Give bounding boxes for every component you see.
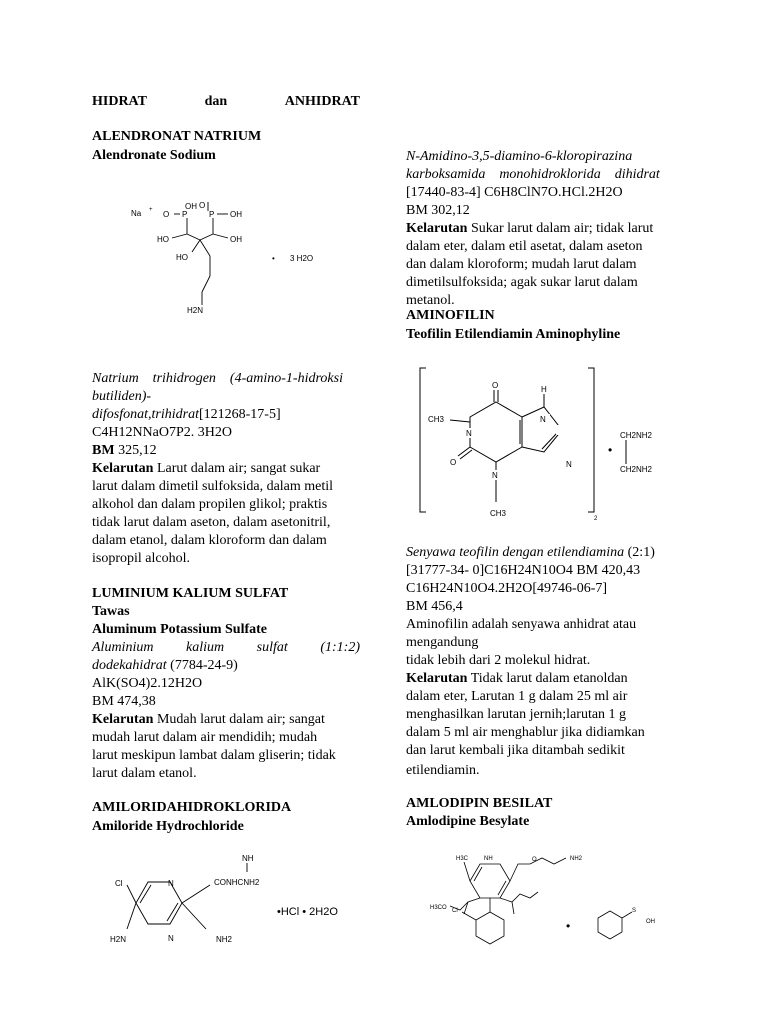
aminofilin-line: dalam eter, Larutan 1 g dalam 25 ml air <box>406 689 628 704</box>
atom-label: CH2NH2 <box>620 431 653 440</box>
atom-label: NH2 <box>216 935 233 944</box>
amilorida-subtitle: Amiloride Hydrochloride <box>92 819 244 834</box>
aminofilin-line <box>406 544 655 562</box>
atom-label: OH <box>230 235 242 244</box>
aminofilin-subtitle: Teofilin Etilendiamin Aminophyline <box>406 327 621 342</box>
aminofilin-title: AMINOFILIN <box>406 308 495 323</box>
amlodipine-structure <box>420 848 670 958</box>
aminofilin-line: mengandung <box>406 635 479 650</box>
atom-label: P <box>182 210 188 219</box>
kelarutan-text: Tidak larut dalam etanoldan <box>467 671 628 686</box>
kelarutan-text: Mudah larut dalam air; sangat <box>153 712 325 727</box>
aminofilin-line: [31777-34- 0]C16H24N10O4 BM 420,43 <box>406 563 641 578</box>
aluminium-formula: AlK(SO4)2.12H2O <box>92 676 203 691</box>
cas-number: [121268-17-5] <box>198 407 281 422</box>
bm-label: BM <box>92 443 115 458</box>
atom-label: OH <box>646 919 655 925</box>
alendronat-line: alkohol dan dalam propilen glikol; praktis <box>92 497 328 512</box>
page-title <box>92 93 360 111</box>
cas-number: (7784-24-9) <box>166 658 238 673</box>
aminofilin-line <box>406 670 628 688</box>
atom-label: CH2NH2 <box>620 465 653 474</box>
amilorida-line <box>406 220 653 238</box>
atom-label: NH <box>242 854 254 863</box>
amlodipin-title: AMLODIPIN BESILAT <box>406 796 553 811</box>
atom-label: O <box>163 210 170 219</box>
amiloride-structure <box>110 845 380 955</box>
text-italic: Senyawa teofilin dengan etilendiamina <box>406 545 625 560</box>
atom-label: HO <box>157 235 169 244</box>
atom-label: NH <box>484 856 493 862</box>
atom-label: OH <box>185 202 197 211</box>
word: Aluminium <box>92 640 154 655</box>
amilorida-desc: N-Amidino-3,5-diamino-6-kloropirazina <box>406 149 633 164</box>
atom-label: CH3 <box>428 415 445 424</box>
aluminium-line <box>92 657 238 675</box>
amilorida-cas: [17440-83-4] C6H8ClN7O.HCl.2H2O <box>406 185 623 200</box>
aluminium-line: larut dalam etanol. <box>92 766 197 781</box>
aminofilin-line: menghasilkan larutan jernih;larutan 1 g <box>406 707 627 722</box>
alendronat-title: ALENDRONAT NATRIUM <box>92 129 262 144</box>
atom-label: H2N <box>110 935 127 944</box>
atom-label: N <box>168 934 174 943</box>
aluminium-title: LUMINIUM KALIUM SULFAT <box>92 586 289 601</box>
bm-value: 325,12 <box>114 443 157 458</box>
atom-label: H <box>541 385 547 394</box>
aminofilin-line: C16H24N10O4.2H2O[49746-06-7] <box>406 581 608 596</box>
page-title-word: ANHIDRAT <box>284 94 360 109</box>
aluminium-line: larut meskipun lambat dalam gliserin; tidak <box>92 748 336 763</box>
dot-separator: • <box>608 443 613 457</box>
kelarutan-label: Kelarutan <box>406 671 468 686</box>
ratio: (2:1) <box>624 545 655 560</box>
aminofilin-line: tidak lebih dari 2 molekul hidrat. <box>406 653 591 668</box>
word: sulfat <box>256 640 288 655</box>
kelarutan-label: Kelarutan <box>92 461 154 476</box>
amilorida-bm: BM 302,12 <box>406 203 470 218</box>
atom-label: N <box>466 429 472 438</box>
kelarutan-text: Larut dalam air; sangat sukar <box>153 461 321 476</box>
alendronate-structure <box>120 190 380 340</box>
alendronat-line: larut dalam dimetil sulfoksida, dalam metil <box>92 479 334 494</box>
alendronat-line: isopropil alcohol. <box>92 551 190 566</box>
word: kalium <box>186 640 225 655</box>
subscript-2: 2 <box>594 516 598 522</box>
amilorida-line: dan dalam kloroform; mudah larut dalam <box>406 257 637 272</box>
aluminium-line: mudah larut dalam air mendidih; mudah <box>92 730 318 745</box>
aminofilin-bm: BM 456,4 <box>406 599 463 614</box>
aluminium-bm: BM 474,38 <box>92 694 156 709</box>
amlodipin-subtitle: Amlodipine Besylate <box>406 814 530 829</box>
alendronat-bm <box>92 442 157 460</box>
amilorida-line: dimetilsulfoksida; agak sukar larut dalam <box>406 275 638 290</box>
atom-label: N <box>566 460 572 469</box>
alendronat-formula: C4H12NNaO7P2. 3H2O <box>92 425 232 440</box>
page-title-word: dan <box>204 94 228 109</box>
alendronat-line <box>92 460 320 478</box>
amilorida-line: metanol. <box>406 293 455 308</box>
kelarutan-label: Kelarutan <box>406 221 468 236</box>
atom-label: H3C <box>456 856 469 862</box>
atom-label: S <box>632 908 637 914</box>
atom-label: + <box>149 207 153 213</box>
atom-label: H3CO <box>430 905 447 911</box>
aminofilin-line: Aminofilin adalah senyawa anhidrat atau <box>406 617 637 632</box>
word: (1:1:2) <box>320 640 360 655</box>
text-italic: difosfonat,trihidrat <box>92 407 199 422</box>
atom-label: N <box>540 415 546 424</box>
aminofilin-line: dalam 5 ml air menghablur jika didiamkan <box>406 725 645 740</box>
aminophylline-structure <box>412 362 712 522</box>
alendronat-line: dalam etanol, dalam kloroform dan dalam <box>92 533 327 548</box>
alendronat-line: butiliden)- <box>92 389 152 404</box>
aluminium-line <box>92 639 360 657</box>
salt-label: •HCl • 2H2O <box>277 906 338 918</box>
alendronat-line <box>92 406 281 424</box>
page-title-word: HIDRAT <box>92 94 147 109</box>
atom-label: O <box>450 458 457 467</box>
atom-label: CH3 <box>490 509 507 518</box>
text-italic: dodekahidrat <box>92 658 167 673</box>
atom-label: H2N <box>187 306 204 315</box>
atom-label: NH2 <box>570 856 583 862</box>
amilorida-desc: karboksamida monohidroklorida dihidrat <box>406 167 660 182</box>
amilorida-line: dalam eter, dalam etil asetat, dalam aseton <box>406 239 643 254</box>
atom-label: HO <box>176 253 188 262</box>
atom-label: Cl <box>115 879 123 888</box>
aminofilin-line: dan larut kembali jika ditambah sedikit <box>406 743 625 758</box>
atom-label: O <box>199 201 206 210</box>
alendronat-subtitle: Alendronate Sodium <box>92 148 216 163</box>
atom-label: P <box>209 210 215 219</box>
kelarutan-text: Sukar larut dalam air; tidak larut <box>467 221 654 236</box>
atom-label: Na <box>131 209 142 218</box>
atom-label: O <box>532 857 537 863</box>
atom-label: O <box>492 381 499 390</box>
alendronat-line: tidak larut dalam aseton, dalam asetonitril, <box>92 515 331 530</box>
aluminium-subtitle: Tawas <box>92 604 130 619</box>
atom-label: N <box>168 879 174 888</box>
aluminium-subtitle: Aluminum Potassium Sulfate <box>92 622 268 637</box>
aluminium-line <box>92 711 325 729</box>
dot-separator: • <box>272 254 275 263</box>
amilorida-title: AMILORIDAHIDROKLORIDA <box>92 800 292 815</box>
atom-label: N <box>492 471 498 480</box>
hydrate-label: 3 H2O <box>290 254 314 263</box>
alendronat-line: Natrium trihidrogen (4-amino-1-hidroksi <box>92 371 343 386</box>
atom-label: OH <box>230 210 242 219</box>
kelarutan-label: Kelarutan <box>92 712 154 727</box>
aminofilin-line: etilendiamin. <box>406 763 480 778</box>
atom-label: CONHCNH2 <box>214 878 260 887</box>
atom-label: Cl <box>452 908 458 914</box>
dot-separator: • <box>566 919 571 933</box>
